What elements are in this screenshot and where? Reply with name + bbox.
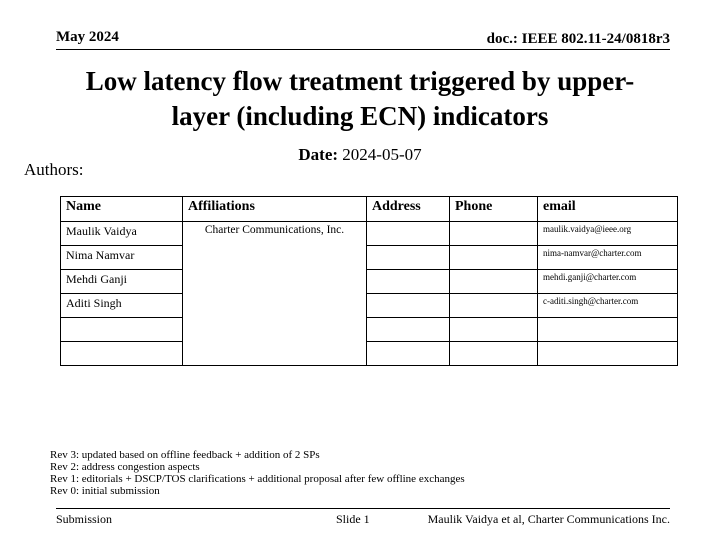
table-row (61, 318, 678, 342)
author-address (367, 342, 450, 366)
author-email: c-aditi.singh@charter.com (538, 294, 678, 318)
author-name: Maulik Vaidya (61, 222, 183, 246)
title-line-1: Low latency flow treatment triggered by upper- (85, 66, 635, 96)
author-phone (450, 246, 538, 270)
date-value: 2024-05-07 (342, 145, 422, 164)
table-row (61, 342, 678, 366)
revision-line: Rev 0: initial submission (50, 485, 160, 497)
header-doc-id: doc.: IEEE 802.11-24/0818r3 (486, 31, 670, 47)
author-address (367, 270, 450, 294)
author-phone (450, 318, 538, 342)
footer-slide-number: Slide 1 (336, 512, 370, 526)
revision-line: Rev 2: address congestion aspects (50, 461, 200, 473)
table-row (61, 270, 678, 294)
author-email: maulik.vaidya@ieee.org (538, 222, 678, 246)
author-phone (450, 294, 538, 318)
header-divider (56, 49, 670, 50)
table-row (61, 294, 678, 318)
author-address (367, 246, 450, 270)
slide-title (40, 64, 680, 134)
revision-line: Rev 3: updated based on offline feedback + addition of 2 SPs (50, 449, 320, 461)
author-address (367, 318, 450, 342)
author-name (61, 342, 183, 366)
author-email: nima-namvar@charter.com (538, 246, 678, 270)
author-affiliation: Charter Communications, Inc. (183, 222, 367, 366)
author-phone (450, 222, 538, 246)
header-email: email (538, 197, 678, 222)
date-label: Date: (298, 145, 339, 164)
table-row (61, 222, 678, 246)
author-phone (450, 342, 538, 366)
author-address (367, 222, 450, 246)
revision-notes (50, 449, 465, 497)
author-name: Nima Namvar (61, 246, 183, 270)
footer-submission: Submission (56, 512, 113, 526)
author-name: Aditi Singh (61, 294, 183, 318)
table-row (61, 246, 678, 270)
header-phone: Phone (450, 197, 538, 222)
header-name: Name (61, 197, 183, 222)
author-email (538, 342, 678, 366)
author-phone (450, 270, 538, 294)
title-line-2: layer (including ECN) indicators (171, 101, 549, 131)
author-address (367, 294, 450, 318)
author-email: mehdi.ganji@charter.com (538, 270, 678, 294)
header-date: May 2024 (56, 29, 119, 45)
author-email (538, 318, 678, 342)
revision-line: Rev 1: editorials + DSCP/TOS clarifications + additional proposal after few offline exchanges (50, 473, 465, 485)
date-line (0, 145, 720, 165)
author-name (61, 318, 183, 342)
authors-table (60, 196, 678, 366)
table-header-row (61, 197, 678, 222)
header-address: Address (367, 197, 450, 222)
footer-authors: Maulik Vaidya et al, Charter Communications Inc. (427, 512, 670, 526)
footer-divider (56, 508, 670, 509)
authors-label: Authors: (24, 160, 84, 179)
header-affiliations: Affiliations (183, 197, 367, 222)
author-name: Mehdi Ganji (61, 270, 183, 294)
